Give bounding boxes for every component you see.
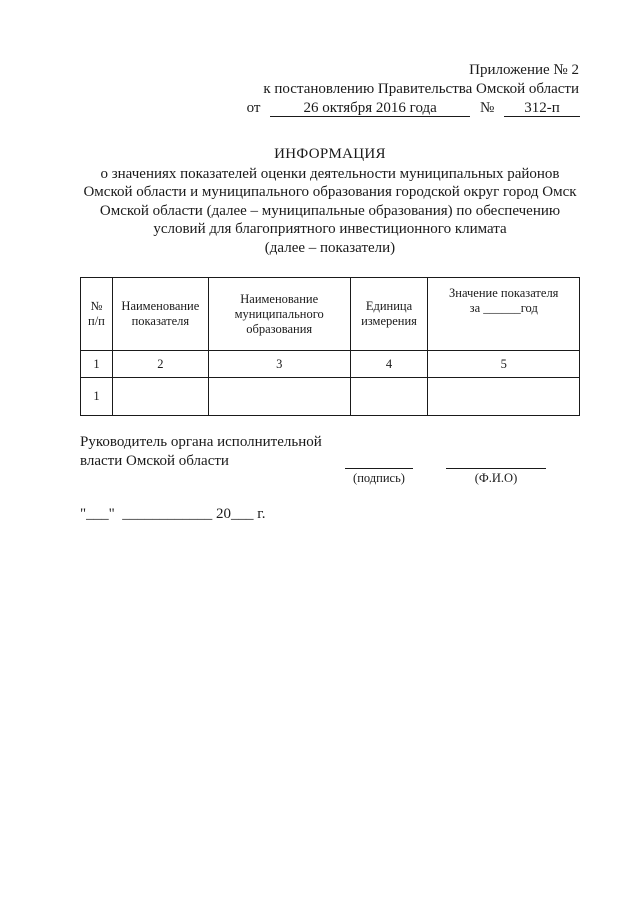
- table-cell: [208, 378, 350, 416]
- title-line: Омской области (далее – муниципальные образования) по обеспечению: [99, 202, 561, 219]
- table-cell: [428, 378, 580, 416]
- column-number: 1: [81, 351, 113, 378]
- column-number-row: [81, 351, 580, 378]
- column-number: 4: [350, 351, 428, 378]
- resolution-date: 26 октября 2016 года: [270, 101, 470, 117]
- appendix-resolution-ref: к постановлению Правительства Омской области: [263, 81, 579, 97]
- column-number: 2: [112, 351, 208, 378]
- from-label: от: [246, 100, 261, 116]
- number-label: №: [479, 100, 495, 116]
- header-indicator: Наименование показателя: [112, 278, 208, 351]
- document-heading: ИНФОРМАЦИЯ: [274, 146, 386, 162]
- column-number: 3: [208, 351, 350, 378]
- signature-line: [345, 468, 413, 469]
- title-line: о значениях показателей оценки деятельности муниципальных районов: [100, 165, 560, 182]
- signing-date-line: "___" ____________ 20___ г.: [80, 506, 266, 522]
- appendix-number: Приложение № 2: [469, 62, 579, 78]
- title-line: Омской области и муниципального образования городской округ город Омск: [83, 184, 577, 200]
- table-cell: [350, 378, 428, 416]
- header-municipality: Наименование муниципального образования: [208, 278, 350, 351]
- name-caption: (Ф.И.О): [474, 471, 518, 485]
- title-line: условий для благоприятного инвестиционного климата: [153, 221, 507, 237]
- table-header-row: [81, 278, 580, 351]
- title-line: (далее – показатели): [264, 239, 396, 256]
- indicators-table: [80, 277, 580, 416]
- table-cell: [112, 378, 208, 416]
- resolution-number: 312-п: [504, 101, 580, 117]
- header-num: № п/п: [81, 278, 113, 351]
- table-cell: 1: [81, 378, 113, 416]
- document-title-block: [60, 145, 600, 257]
- signature-caption: (подпись): [353, 471, 405, 485]
- table-row: [81, 378, 580, 416]
- column-number: 5: [428, 351, 580, 378]
- header-value: Значение показателя за ______год: [428, 278, 580, 351]
- name-line: [446, 468, 546, 469]
- header-unit: Единица измерения: [350, 278, 428, 351]
- signatory-title: Руководитель органа исполнительной власти Омской области: [80, 434, 322, 469]
- appendix-date-number: [247, 99, 580, 118]
